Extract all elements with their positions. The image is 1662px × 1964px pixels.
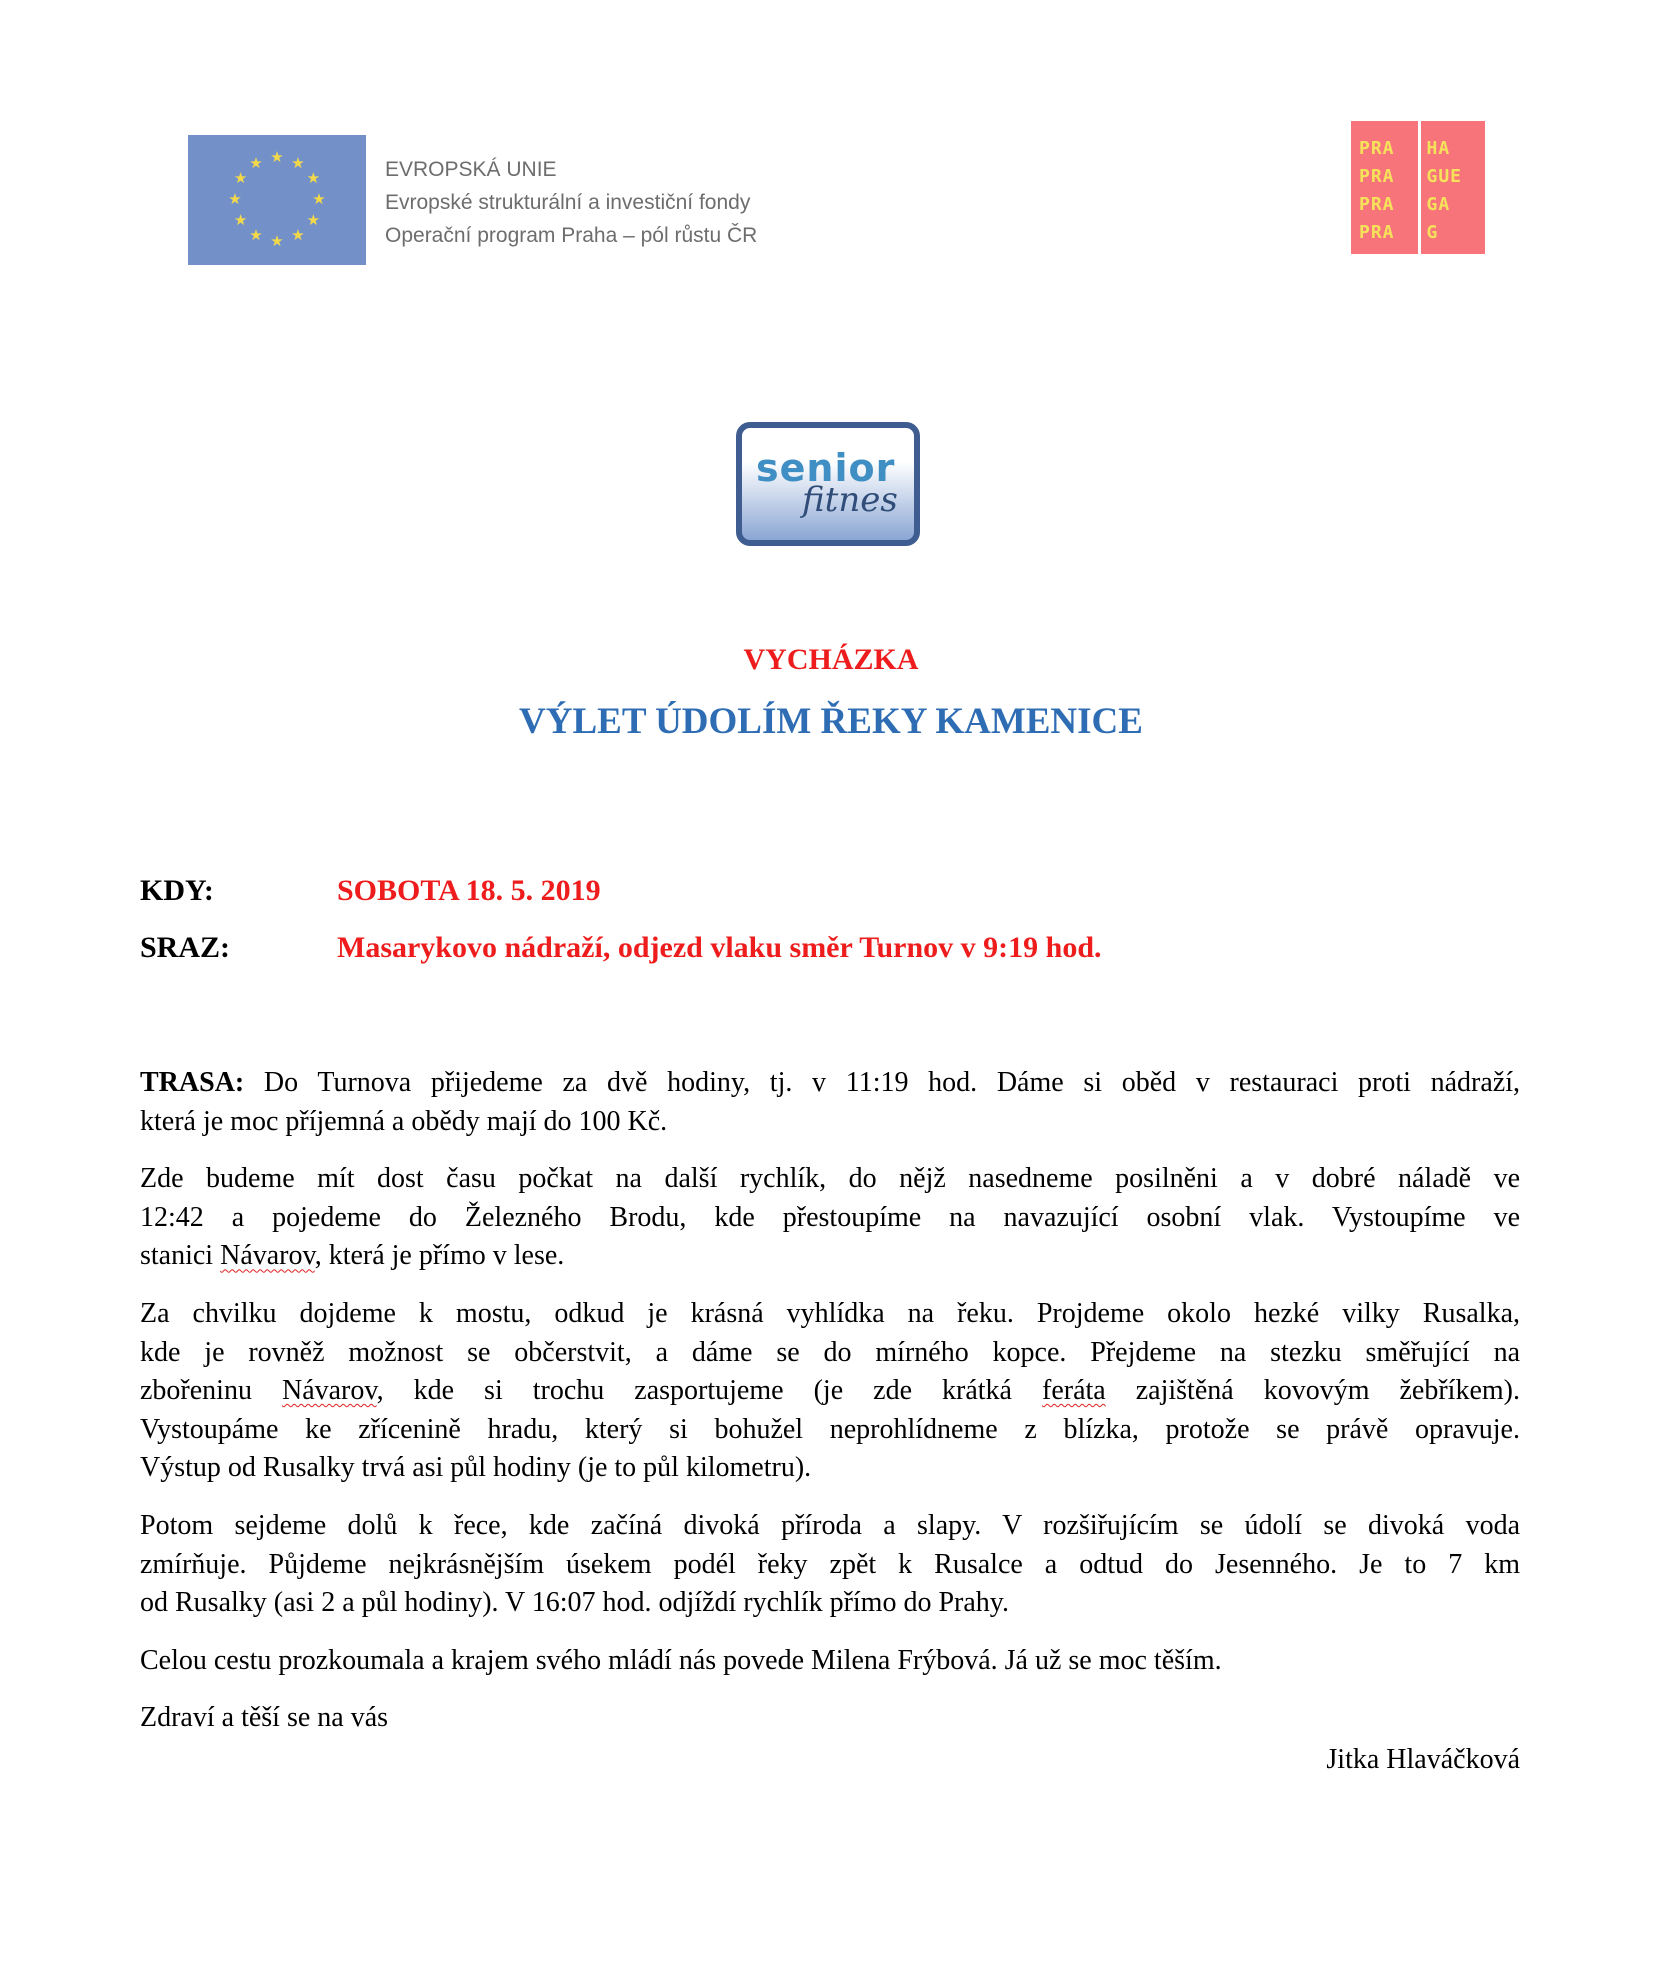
info-when bbox=[140, 874, 601, 908]
eu-star-icon: ★ bbox=[312, 190, 326, 208]
praha-logo-l4: PRA bbox=[1359, 222, 1395, 243]
eu-star-icon: ★ bbox=[291, 226, 305, 245]
praha-logo-r2: GUE bbox=[1426, 166, 1463, 187]
event-title: VÝLET ÚDOLÍM ŘEKY KAMENICE bbox=[519, 701, 1143, 742]
praha-logo-r4: G bbox=[1426, 222, 1439, 243]
senior-fitnes-logo bbox=[736, 422, 920, 546]
eu-star-icon: ★ bbox=[233, 169, 248, 187]
praha-logo-l2: PRA bbox=[1359, 166, 1395, 187]
p3-line-2: kde je rovněž možnost se občerstvit, a dáme se do mírného kopce. Přejdeme na stezku směřující na bbox=[140, 1336, 1520, 1368]
body-text bbox=[140, 1064, 1520, 1757]
eu-line-3: Operační program Praha – pól růstu ČR bbox=[385, 224, 758, 247]
info-meet bbox=[140, 931, 1102, 965]
spellcheck-word: feráta bbox=[1042, 1375, 1106, 1407]
p1-line-1: Do Turnova přijedeme za dvě hodiny, tj. v 11:19 hod. Dáme si oběd v restauraci proti nádraží, bbox=[244, 1067, 1520, 1098]
paragraph-6 bbox=[140, 1699, 1520, 1738]
eu-star-icon: ★ bbox=[291, 153, 305, 172]
spellcheck-word: Návarov bbox=[281, 1375, 377, 1407]
p3-line-5: Výstup od Rusalky trvá asi půl hodiny (je to půl kilometru). bbox=[140, 1452, 812, 1484]
paragraph-2 bbox=[140, 1160, 1520, 1276]
text: , kde si trochu zasportujeme (je zde krátká bbox=[376, 1375, 1042, 1407]
eu-star-icon: ★ bbox=[228, 190, 242, 208]
eu-line-1: EVROPSKÁ UNIE bbox=[385, 158, 557, 181]
p3-line-1: Za chvilku dojdeme k mostu, odkud je krásná vyhlídka na řeku. Projdeme okolo hezké vilky Rusalka, bbox=[140, 1297, 1520, 1329]
p4-line-2: zmírňuje. Půjdeme nejkrásnějším úsekem podél řeky zpět k Rusalce a odtud do Jesenného. Je to 7 km bbox=[140, 1548, 1520, 1580]
signature: Jitka Hlaváčková bbox=[1326, 1744, 1520, 1775]
eu-star-icon: ★ bbox=[233, 211, 248, 229]
text: zajištěná kovovým žebříkem). bbox=[1105, 1375, 1520, 1407]
meet-label: SRAZ: bbox=[140, 931, 231, 964]
p4-line-3: od Rusalky (asi 2 a půl hodiny). V 16:07 hod. odjíždí rychlík přímo do Prahy. bbox=[140, 1587, 1009, 1619]
fitnes-logo-word: fitnes bbox=[802, 480, 898, 520]
praha-logo-l1: PRA bbox=[1359, 138, 1395, 159]
when-label: KDY: bbox=[140, 874, 214, 907]
eu-star-icon: ★ bbox=[270, 232, 284, 250]
p3-line-3 bbox=[140, 1372, 1520, 1411]
p5-line: Celou cestu prozkoumala a krajem svého mládí nás povede Milena Frýbová. Já už se moc těším. bbox=[140, 1644, 1222, 1676]
paragraph-5 bbox=[140, 1642, 1520, 1681]
trasa-label: TRASA: bbox=[140, 1067, 245, 1098]
eu-flag-logo bbox=[188, 135, 366, 265]
text: zbořeninu bbox=[140, 1375, 282, 1407]
meet-value: Masarykovo nádraží, odjezd vlaku směr Turnov v 9:19 hod. bbox=[337, 931, 1102, 964]
text: stanici bbox=[140, 1240, 221, 1272]
eu-logo-text bbox=[385, 153, 757, 252]
praha-logo-r3: GA bbox=[1426, 194, 1451, 215]
praha-logo-r1: HA bbox=[1426, 138, 1451, 159]
eu-star-icon: ★ bbox=[249, 226, 263, 245]
senior-logo-word: senior bbox=[756, 446, 896, 490]
text: , která je přímo v lese. bbox=[314, 1240, 565, 1272]
event-type: VYCHÁZKA bbox=[743, 643, 919, 676]
eu-star-icon: ★ bbox=[306, 211, 321, 229]
eu-star-icon: ★ bbox=[249, 153, 263, 172]
eu-star-icon: ★ bbox=[270, 148, 284, 166]
p4-line-1: Potom sejdeme dolů k řece, kde začíná divoká příroda a slapy. V rozšiřujícím se údolí se divoká voda bbox=[140, 1509, 1520, 1541]
praha-logo-l3: PRA bbox=[1359, 194, 1395, 215]
p2-line-2: 12:42 a pojedeme do Železného Brodu, kde přestoupíme na navazující osobní vlak. Vystoupíme ve bbox=[140, 1201, 1520, 1233]
spellcheck-word: Návarov bbox=[220, 1240, 315, 1272]
paragraph-3 bbox=[140, 1295, 1520, 1488]
p3-line-4: Vystoupáme ke zřícenině hradu, který si bohužel neprohlídneme z blízka, protože se právě opravuje. bbox=[140, 1413, 1520, 1445]
when-value: SOBOTA 18. 5. 2019 bbox=[337, 874, 601, 907]
paragraph-trasa bbox=[140, 1064, 1520, 1141]
eu-star-icon: ★ bbox=[306, 169, 321, 187]
p2-line-1: Zde budeme mít dost času počkat na další rychlík, do nějž nasedneme posilněni a v dobré náladě ve bbox=[140, 1163, 1520, 1195]
eu-line-2: Evropské strukturální a investiční fondy bbox=[385, 191, 751, 214]
p2-line-3 bbox=[140, 1237, 1520, 1276]
p1-line-2: která je moc příjemná a obědy mají do 100 Kč. bbox=[140, 1105, 668, 1137]
paragraph-4 bbox=[140, 1507, 1520, 1623]
greeting: Zdraví a těší se na vás bbox=[140, 1702, 389, 1734]
praha-logo bbox=[1351, 121, 1485, 254]
